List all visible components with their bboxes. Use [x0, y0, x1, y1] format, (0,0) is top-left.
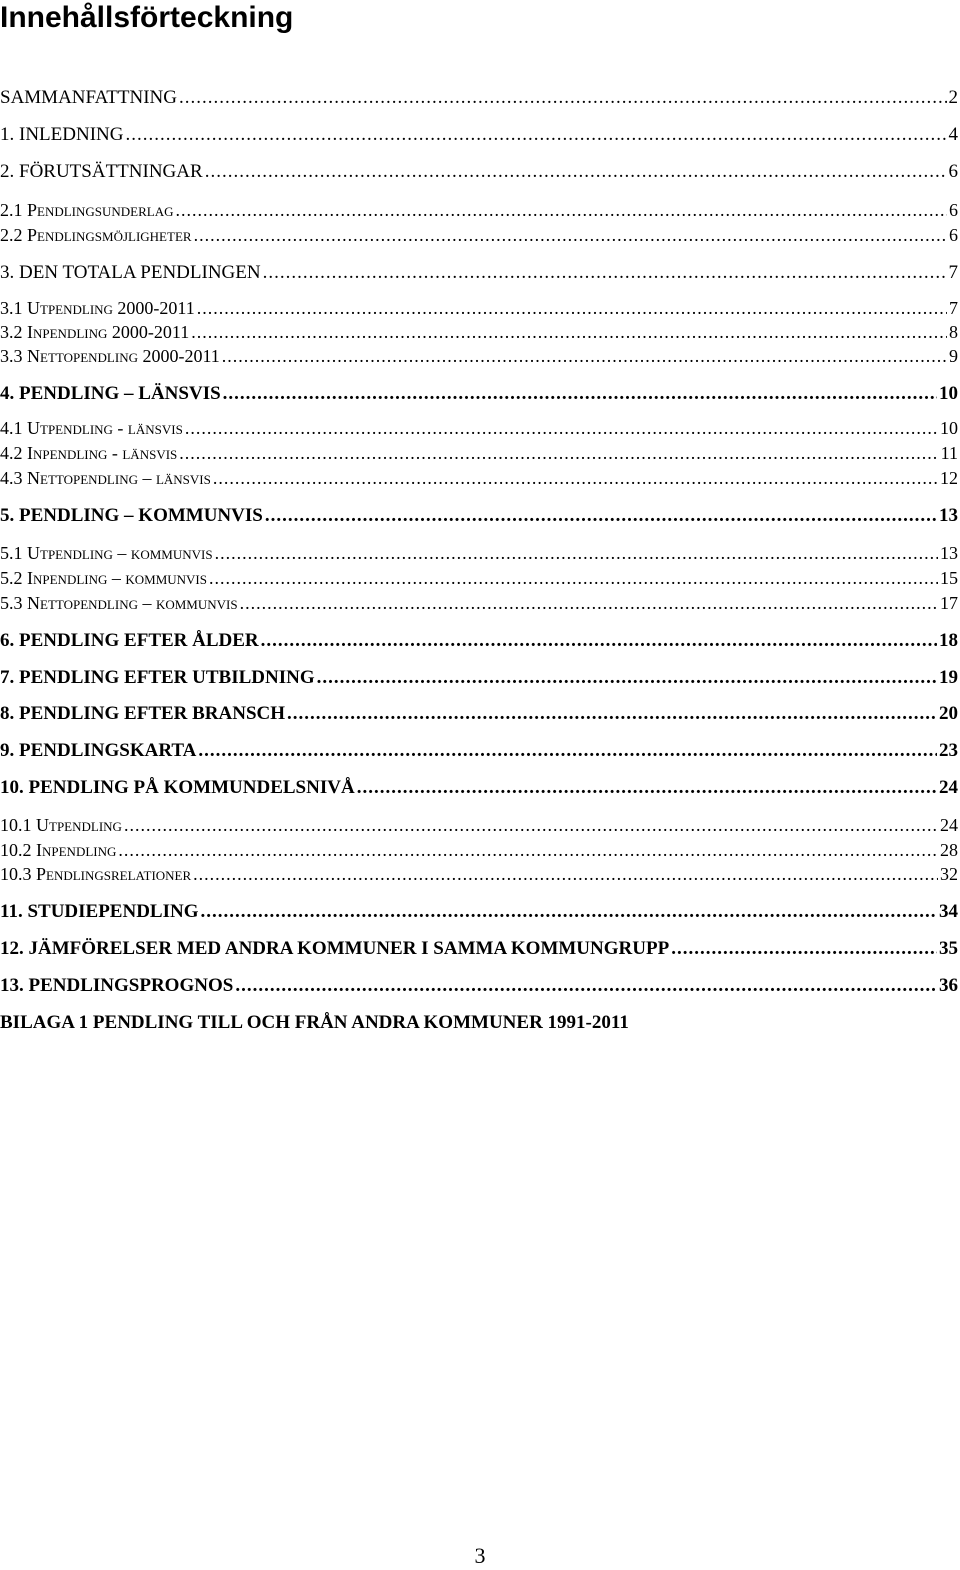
toc-entry-number: 9. [0, 740, 15, 761]
toc-entry-label [0, 383, 221, 405]
toc-entry-number: 3.3 [0, 346, 23, 366]
dot-leader [201, 901, 938, 923]
toc-entry[interactable] [0, 468, 958, 488]
toc-entry-label [0, 938, 669, 960]
toc-entry-page: 35 [939, 938, 958, 959]
dot-leader [191, 322, 947, 342]
toc-entry[interactable] [0, 346, 958, 366]
toc-entry[interactable] [0, 703, 958, 725]
toc-entry[interactable] [0, 443, 958, 463]
dot-leader [198, 740, 937, 762]
toc-entry[interactable] [0, 667, 958, 689]
dot-leader [179, 87, 947, 109]
toc-entry-page: 9 [949, 346, 958, 366]
toc-entry-text: PENDLING EFTER BRANSCH [19, 703, 286, 724]
dot-leader [118, 840, 938, 860]
toc-entry-text: PENDLING EFTER ÅLDER [19, 630, 259, 651]
toc-entry-number: 4.2 [0, 443, 23, 463]
toc-entry-label [0, 418, 183, 438]
toc-entry-label [0, 840, 116, 860]
toc-entry-label [0, 200, 174, 220]
toc-entry-text: PENDLING – LÄNSVIS [19, 383, 221, 404]
dot-leader [261, 630, 937, 652]
dot-leader [205, 161, 947, 183]
toc-entry-label [0, 901, 199, 923]
toc-entry[interactable] [0, 630, 958, 652]
toc-entry-page: 28 [940, 840, 958, 860]
dot-leader [179, 443, 938, 463]
toc-entry-label [0, 262, 261, 284]
toc-entry-label [0, 568, 207, 588]
toc-entry[interactable] [0, 505, 958, 527]
dot-leader [125, 124, 946, 146]
toc-entry-text: Utpendling 2000-2011 [27, 298, 195, 318]
dot-leader [235, 975, 937, 997]
toc-entry[interactable] [0, 543, 958, 563]
toc-entry-number: 5.2 [0, 568, 23, 588]
dot-leader [197, 298, 947, 318]
toc-entry-number: 5. [0, 505, 15, 526]
toc-entry-label [0, 815, 122, 835]
toc-entry[interactable] [0, 901, 958, 923]
toc-entry-text: DEN TOTALA PENDLINGEN [19, 262, 261, 283]
toc-entry-label [0, 87, 177, 109]
dot-leader [263, 262, 947, 284]
toc-entry-text: STUDIEPENDLING [27, 901, 199, 922]
page-title: Innehållsförteckning [0, 1, 294, 34]
toc-entry-text: Inpendling – kommunvis [27, 568, 207, 588]
toc-entry-page: 10 [940, 418, 958, 438]
toc-entry-label [0, 298, 195, 318]
toc-entry-number: 4. [0, 383, 15, 404]
toc-entry-number: 11. [0, 901, 23, 922]
toc-entry-number: 13. [0, 975, 24, 996]
toc-entry-text: Inpendling 2000-2011 [27, 322, 190, 342]
toc-entry-page: 13 [940, 543, 958, 563]
toc-entry-page: 12 [940, 468, 958, 488]
toc-entry[interactable] [0, 262, 958, 284]
toc-entry[interactable] [0, 322, 958, 342]
toc-entry-page: 24 [939, 777, 958, 798]
toc-entry-label [0, 543, 213, 563]
toc-entry-label [0, 1012, 629, 1034]
toc-entry-text: Inpendling - länsvis [27, 443, 178, 463]
toc-entry[interactable] [0, 161, 958, 183]
toc-entry-number: 5.1 [0, 543, 23, 563]
toc-entry-text: PENDLING PÅ KOMMUNDELSNIVÅ [28, 777, 355, 798]
toc-entry-number: 10. [0, 777, 24, 798]
toc-entry-label [0, 593, 238, 613]
toc-entry-label [0, 975, 233, 997]
toc-entry-label [0, 505, 263, 527]
toc-entry-label [0, 225, 192, 245]
toc-entry-page: 8 [949, 322, 958, 342]
toc-entry-label [0, 346, 220, 366]
dot-leader [240, 593, 938, 613]
toc-entry[interactable] [0, 418, 958, 438]
toc-entry-label [0, 443, 177, 463]
toc-entry-number: 8. [0, 703, 15, 724]
toc-entry[interactable] [0, 383, 958, 405]
toc-entry-label [0, 468, 211, 488]
toc-entry-text: SAMMANFATTNING [0, 87, 177, 108]
toc-entry-page: 32 [940, 864, 958, 884]
toc-entry-number: 4.3 [0, 468, 23, 488]
toc-entry-label [0, 124, 123, 146]
toc-entry-page: 17 [940, 593, 958, 613]
toc-entry-label [0, 161, 203, 183]
dot-leader [124, 815, 938, 835]
toc-entry-page: 11 [940, 443, 958, 463]
dot-leader [223, 383, 937, 405]
toc-entry-page: 6 [949, 225, 958, 245]
toc-entry[interactable] [0, 1012, 958, 1034]
toc-entry-page: 7 [949, 298, 958, 318]
dot-leader [209, 568, 938, 588]
toc-entry-number: 2.1 [0, 200, 23, 220]
dot-leader [222, 346, 947, 366]
toc-entry-text: Inpendling [36, 840, 117, 860]
dot-leader [213, 468, 938, 488]
toc-entry-text: PENDLING EFTER UTBILDNING [19, 667, 315, 688]
toc-entry-text: PENDLING – KOMMUNVIS [19, 505, 263, 526]
toc-entry[interactable] [0, 225, 958, 245]
toc-entry-number: 10.3 [0, 864, 32, 884]
dot-leader [287, 703, 937, 725]
toc-entry-label [0, 740, 196, 762]
dot-leader [357, 777, 937, 799]
toc-entry-page: 7 [948, 262, 958, 283]
toc-entry[interactable] [0, 815, 958, 835]
toc-entry-text: Pendlingsrelationer [36, 864, 192, 884]
toc-entry[interactable] [0, 200, 958, 220]
toc-entry-page: 24 [940, 815, 958, 835]
toc-entry-page: 23 [939, 740, 958, 761]
dot-leader [193, 864, 938, 884]
toc-entry-number: 3.1 [0, 298, 23, 318]
toc-entry[interactable] [0, 568, 958, 588]
toc-entry[interactable] [0, 740, 958, 762]
toc-entry-page: 6 [949, 200, 958, 220]
toc-entry[interactable] [0, 777, 958, 799]
toc-entry[interactable] [0, 975, 958, 997]
toc-entry-text: Utpendling [36, 815, 122, 835]
toc-entry-number: 6. [0, 630, 15, 651]
toc-entry-label [0, 667, 315, 689]
toc-entry-page: 13 [939, 505, 958, 526]
toc-entry-page: 4 [948, 124, 958, 145]
toc-entry-label [0, 864, 191, 884]
toc-entry-text: JÄMFÖRELSER MED ANDRA KOMMUNER I SAMMA KOMMUNGRUPP [28, 938, 670, 959]
toc-entry-text: Nettopendling 2000-2011 [27, 346, 220, 366]
toc-entry-label [0, 703, 285, 725]
toc-entry-number: 1. [0, 124, 15, 145]
toc-entry-number: 2.2 [0, 225, 23, 245]
toc-entry-text: Nettopendling – länsvis [27, 468, 211, 488]
toc-entry[interactable] [0, 938, 958, 960]
toc-entry-label [0, 777, 355, 799]
toc-entry-page: 20 [939, 703, 958, 724]
toc-entry-text: BILAGA 1 PENDLING TILL OCH FRÅN ANDRA KOMMUNER 1991-2011 [0, 1012, 629, 1033]
toc-entry-text: Utpendling – kommunvis [27, 543, 213, 563]
toc-entry-number: 10.2 [0, 840, 32, 860]
toc-entry-number: 3.2 [0, 322, 23, 342]
dot-leader [215, 543, 938, 563]
dot-leader [265, 505, 937, 527]
page-number: 3 [474, 1543, 486, 1568]
dot-leader [317, 667, 937, 689]
toc-entry-page: 18 [939, 630, 958, 651]
dot-leader [185, 418, 938, 438]
dot-leader [176, 200, 948, 220]
toc-entry-label [0, 322, 189, 342]
toc-entry-page: 15 [940, 568, 958, 588]
toc-entry[interactable] [0, 298, 958, 318]
toc-entry[interactable] [0, 864, 958, 884]
toc-entry-text: PENDLINGSKARTA [19, 740, 197, 761]
toc-entry[interactable] [0, 840, 958, 860]
toc-entry[interactable] [0, 593, 958, 613]
toc-entry-page: 36 [939, 975, 958, 996]
toc-entry-page: 34 [939, 901, 958, 922]
toc-entry-number: 4.1 [0, 418, 23, 438]
toc-entry-page: 19 [939, 667, 958, 688]
toc-entry-page: 6 [948, 161, 958, 182]
toc-entry-text: Pendlingsunderlag [27, 200, 174, 220]
toc-entry[interactable] [0, 87, 958, 109]
toc-entry-number: 10.1 [0, 815, 32, 835]
toc-entry-number: 3. [0, 262, 15, 283]
toc-entry-number: 5.3 [0, 593, 23, 613]
toc-entry-page: 2 [948, 87, 958, 108]
toc-entry-text: INLEDNING [19, 124, 124, 145]
toc-entry-page: 10 [939, 383, 958, 404]
toc-entry[interactable] [0, 124, 958, 146]
toc-entry-text: Pendlingsmöjligheter [27, 225, 192, 245]
toc-entry-number: 12. [0, 938, 24, 959]
toc-entry-text: Utpendling - länsvis [27, 418, 183, 438]
toc-entry-number: 2. [0, 161, 15, 182]
toc-entry-text: PENDLINGSPROGNOS [28, 975, 234, 996]
toc-entry-number: 7. [0, 667, 15, 688]
toc-entry-text: FÖRUTSÄTTNINGAR [19, 161, 203, 182]
toc-entry-label [0, 630, 259, 652]
dot-leader [194, 225, 947, 245]
dot-leader [671, 938, 937, 960]
toc-entry-text: Nettopendling – kommunvis [27, 593, 238, 613]
